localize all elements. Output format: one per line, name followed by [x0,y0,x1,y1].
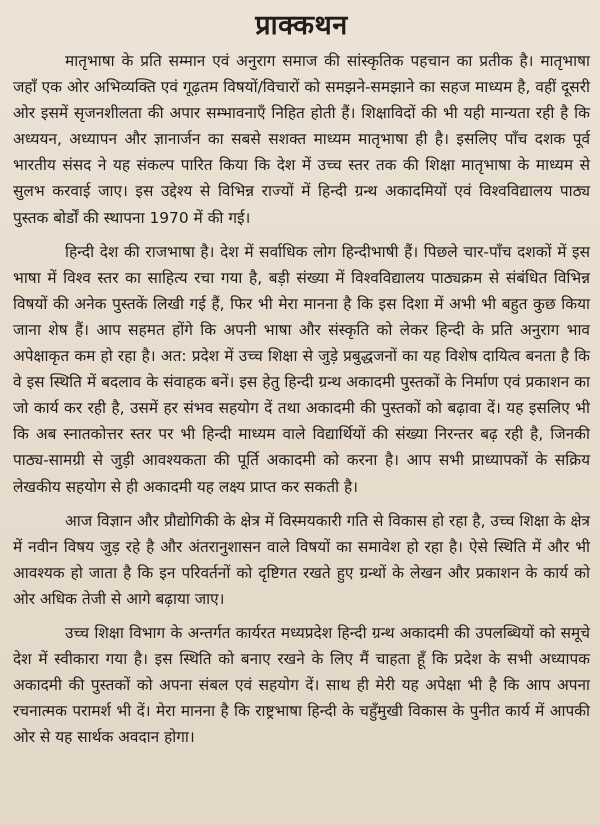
paragraph-2: हिन्दी देश की राजभाषा है। देश में सर्वाधिक लोग हिन्दीभाषी हैं। पिछले चार-पाँच दशकों में इस भाषा में विश्व स्तर का साहित्य रचा गया है, बड़ी संख्या में विश्वविद्यालय पाठ्यक्रम से संबंधित विभिन्न विषयों की अनेक पुस्तकें लिखी गई हैं, फिर भी मेरा मानना है कि इस दिशा में अभी भी बहुत कुछ किया जाना शेष हैं। आप सहमत होंगे कि अपनी भाषा और संस्कृति को लेकर हिन्दी के प्रति अनुराग भाव अपेक्षाकृत कम हो रहा है। अत: प्रदेश में उच्च शिक्षा से जुड़े प्रबुद्धजनों का यह विशेष दायित्व बनता है कि वे इस स्थिति में बदलाव के संवाहक बनें। इस हेतु हिन्दी ग्रन्थ अकादमी पुस्तकों के निर्माण एवं प्रकाशन का जो कार्य कर रही है, उसमें हर संभव सहयोग दें तथा अकादमी की पुस्तकों को बढ़ावा दें। यह इसलिए भी कि अब स्नातकोत्तर स्तर पर भी हिन्दी माध्यम वाले विद्यार्थियों की संख्या निरन्तर बढ़ रही है, जिनकी पाठ्य-सामग्री से जुड़ी आवश्यकता की पूर्ति अकादमी को करना है। आप सभी प्राध्यापकों के सक्रिय लेखकीय सहयोग से ही अकादमी यह लक्ष्य प्राप्त कर सकती है। [13,242,590,496]
paragraph-4: उच्च शिक्षा विभाग के अन्तर्गत कार्यरत मध्यप्रदेश हिन्दी ग्रन्थ अकादमी की उपलब्धियों को समूचे देश में स्वीकारा गया है। इस स्थिति को बनाए रखने के लिए मैं चाहता हूँ कि प्रदेश के सभी अध्यापक अकादमी की पुस्तकों को अपना संबल एवं सहयोग दें। साथ ही मेरी यह अपेक्षा भी है कि आप अपना रचनात्मक परामर्श भी दें। मेरा मानना है कि राष्ट्रभाषा हिन्दी के चहुँमुखी विकास के पुनीत कार्य में आपकी ओर से यह सार्थक अवदान होगा। [13,623,590,747]
paragraph-3: आज विज्ञान और प्रौद्योगिकी के क्षेत्र में विस्मयकारी गति से विकास हो रहा है, उच्च शिक्षा के क्षेत्र में नवीन विषय जुड़ रहे है और अंतरानुशासन वाले विषयों का समावेश हो रहा है। ऐसे स्थिति में और भी आवश्यक हो जाता है कि इन परिवर्तनों को दृष्टिगत रखते हुए ग्रन्थों के लेखन और प्रकाशन के कार्य को ओर अधिक तेजी से आगे बढ़ाया जाए। [13,511,590,608]
paragraph-1: मातृभाषा के प्रति सम्मान एवं अनुराग समाज की सांस्कृतिक पहचान का प्रतीक है। मातृभाषा जहाँ एक ओर अभिव्यक्ति एवं गूढ़तम विषयों/विचारों को समझने-समझाने का सहज माध्यम है, वहीं दूसरी ओर इसमें सृजनशीलता की अपार सम्भावनाएँ निहित होती हैं। शिक्षाविदों की भी यही मान्यता रही है कि अध्ययन, अध्यापन और ज्ञानार्जन का सबसे सशक्त माध्यम मातृभाषा ही है। इसलिए पाँच दशक पूर्व भारतीय संसद ने यह संकल्प पारित किया कि देश में उच्च स्तर तक की शिक्षा मातृभाषा के माध्यम से सुलभ करवाई जाए। इस उद्देश्य से विभिन्न राज्यों में हिन्दी ग्रन्थ अकादमियों एवं विश्वविद्यालय पाठ्य पुस्तक बोर्डों की स्थापना 1970 में की गई। [13,52,590,227]
page-title: प्राक्कथन [255,10,348,41]
